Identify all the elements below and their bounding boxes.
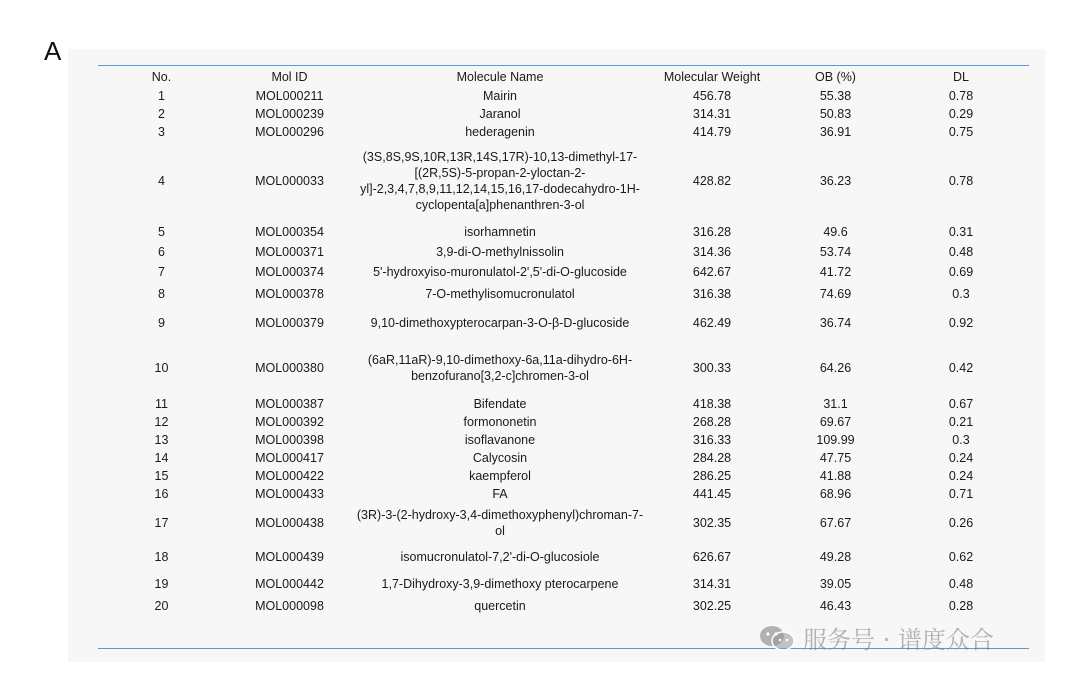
column-header: Molecular Weight: [663, 70, 761, 84]
table-top-rule: [98, 65, 1029, 66]
dl-value: 0.3: [952, 433, 970, 447]
column-header: No.: [151, 70, 172, 84]
mol-id: MOL000098: [255, 599, 324, 613]
molecule-name: (3S,8S,9S,10R,13R,14S,17R)-10,13-dimethyl-17-[(2R,5S)-5-propan-2-yloctan-2-yl]-2,3,4,7,8,9,11,12,14,15,16,17-dodecahydro-1H-cyclopenta[a]phenanthren-3-ol: [360, 150, 640, 212]
molecular-weight: 462.49: [692, 316, 732, 330]
mol-id: MOL000439: [255, 550, 324, 564]
table-row: [98, 221, 1029, 243]
ob-value: 47.75: [819, 451, 852, 465]
table-row: [98, 449, 1029, 467]
table-row: [98, 105, 1029, 123]
dl-value: 0.29: [948, 107, 974, 121]
row-number: 6: [158, 245, 165, 259]
table-row: [98, 571, 1029, 597]
molecular-weight: 302.35: [692, 516, 732, 530]
row-number: 3: [158, 125, 165, 139]
dl-value: 0.48: [948, 577, 974, 591]
molecule-name: Jaranol: [479, 107, 521, 121]
molecular-weight: 626.67: [692, 550, 732, 564]
watermark: [757, 620, 994, 655]
molecular-weight: 302.25: [692, 599, 732, 613]
ob-value: 69.67: [819, 415, 852, 429]
table-header-row: [98, 67, 1029, 87]
ob-value: 46.43: [819, 599, 852, 613]
row-number: 8: [158, 287, 165, 301]
row-number: 17: [154, 516, 169, 530]
molecule-name: (6aR,11aR)-9,10-dimethoxy-6a,11a-dihydro-6H-benzofurano[3,2-c]chromen-3-ol: [367, 353, 633, 383]
column-header: DL: [953, 70, 969, 84]
ob-value: 49.6: [823, 225, 848, 239]
molecular-weight: 284.28: [692, 451, 732, 465]
ob-value: 74.69: [819, 287, 852, 301]
ob-value: 50.83: [819, 107, 852, 121]
mol-id: MOL000371: [255, 245, 324, 259]
column-header: Mol ID: [271, 70, 308, 84]
row-number: 20: [154, 599, 169, 613]
mol-id: MOL000378: [255, 287, 324, 301]
row-number: 2: [158, 107, 165, 121]
dl-value: 0.24: [948, 469, 974, 483]
mol-id: MOL000438: [255, 516, 324, 530]
mol-id: MOL000239: [255, 107, 324, 121]
dl-value: 0.71: [948, 487, 974, 501]
table-row: [98, 141, 1029, 221]
molecular-weight: 268.28: [692, 415, 732, 429]
molecular-weight: 456.78: [692, 89, 732, 103]
mol-id: MOL000379: [255, 316, 324, 330]
dl-value: 0.26: [948, 516, 974, 530]
ob-value: 41.72: [819, 265, 852, 279]
ob-value: 55.38: [819, 89, 852, 103]
dl-value: 0.75: [948, 125, 974, 139]
ob-value: 109.99: [816, 433, 855, 447]
table-body: [98, 87, 1029, 615]
mol-id: MOL000296: [255, 125, 324, 139]
dl-value: 0.48: [948, 245, 974, 259]
molecule-name: quercetin: [474, 599, 526, 613]
table-row: [98, 243, 1029, 261]
mol-id: MOL000433: [255, 487, 324, 501]
molecular-weight: 300.33: [692, 361, 732, 375]
molecular-weight: 316.38: [692, 287, 732, 301]
molecular-weight: 418.38: [692, 397, 732, 411]
mol-id: MOL000392: [255, 415, 324, 429]
dl-value: 0.21: [948, 415, 974, 429]
molecule-name: isoflavanone: [464, 433, 536, 447]
table-row: [98, 597, 1029, 615]
ob-value: 53.74: [819, 245, 852, 259]
molecular-weight: 316.33: [692, 433, 732, 447]
mol-id: MOL000354: [255, 225, 324, 239]
molecular-weight: 314.31: [692, 577, 732, 591]
row-number: 15: [154, 469, 169, 483]
table-row: [98, 305, 1029, 341]
panel-label: A: [44, 36, 62, 66]
molecular-weight: 441.45: [692, 487, 732, 501]
molecule-name: Bifendate: [473, 397, 527, 411]
row-number: 1: [158, 89, 165, 103]
ob-value: 36.74: [819, 316, 852, 330]
molecule-name: (3R)-3-(2-hydroxy-3,4-dimethoxyphenyl)chroman-7-ol: [356, 508, 644, 538]
watermark-text: 服务号 · 谱度众合: [803, 626, 994, 654]
molecule-name: 5'-hydroxyiso-muronulatol-2',5'-di-O-glucoside: [373, 265, 627, 279]
row-number: 10: [154, 361, 169, 375]
row-number: 12: [154, 415, 169, 429]
molecule-name: hederagenin: [465, 125, 535, 139]
molecular-weight: 316.28: [692, 225, 732, 239]
ob-value: 36.23: [819, 174, 852, 188]
column-header: OB (%): [815, 70, 856, 84]
table-row: [98, 467, 1029, 485]
table-row: [98, 87, 1029, 105]
molecule-name: Calycosin: [472, 451, 528, 465]
row-number: 7: [158, 265, 165, 279]
molecule-name: formononetin: [463, 415, 537, 429]
mol-id: MOL000398: [255, 433, 324, 447]
row-number: 14: [154, 451, 169, 465]
mol-id: MOL000442: [255, 577, 324, 591]
molecule-name: 7-O-methylisomucronulatol: [425, 287, 575, 301]
molecule-name: Mairin: [482, 89, 518, 103]
dl-value: 0.3: [952, 287, 970, 301]
table-row: [98, 341, 1029, 395]
ob-value: 49.28: [819, 550, 852, 564]
row-number: 11: [155, 397, 168, 411]
ob-value: 67.67: [819, 516, 852, 530]
ob-value: 68.96: [819, 487, 852, 501]
molecule-name: kaempferol: [469, 469, 531, 483]
mol-id: MOL000033: [255, 174, 324, 188]
molecule-name: 9,10-dimethoxypterocarpan-3-O-β-D-glucoside: [370, 316, 630, 330]
table-row: [98, 261, 1029, 283]
row-number: 5: [158, 225, 165, 239]
mol-id: MOL000417: [255, 451, 324, 465]
table-row: [98, 283, 1029, 305]
dl-value: 0.78: [948, 89, 974, 103]
dl-value: 0.42: [948, 361, 974, 375]
ob-value: 31.1: [823, 397, 848, 411]
table-row: [98, 123, 1029, 141]
wechat-icon: [757, 623, 797, 653]
dl-value: 0.24: [948, 451, 974, 465]
ob-value: 64.26: [819, 361, 852, 375]
mol-id: MOL000422: [255, 469, 324, 483]
table-row: [98, 485, 1029, 503]
table-row: [98, 395, 1029, 413]
molecule-name: isorhamnetin: [464, 225, 536, 239]
dl-value: 0.78: [948, 174, 974, 188]
row-number: 13: [154, 433, 169, 447]
dl-value: 0.92: [948, 316, 974, 330]
row-number: 19: [154, 577, 169, 591]
molecule-name: FA: [492, 487, 508, 501]
molecular-weight: 314.31: [692, 107, 732, 121]
dl-value: 0.28: [948, 599, 974, 613]
molecular-weight: 286.25: [692, 469, 732, 483]
molecule-name: 1,7-Dihydroxy-3,9-dimethoxy pterocarpene: [381, 577, 619, 591]
ob-value: 39.05: [819, 577, 852, 591]
column-header: Molecule Name: [456, 70, 544, 84]
mol-id: MOL000374: [255, 265, 324, 279]
table-row: [98, 543, 1029, 571]
molecular-weight: 414.79: [692, 125, 732, 139]
row-number: 16: [154, 487, 169, 501]
table-row: [98, 431, 1029, 449]
dl-value: 0.69: [948, 265, 974, 279]
ob-value: 41.88: [819, 469, 852, 483]
molecule-name: 3,9-di-O-methylnissolin: [436, 245, 564, 259]
compound-table: [98, 67, 1029, 615]
molecular-weight: 314.36: [692, 245, 732, 259]
molecule-name: isomucronulatol-7,2'-di-O-glucosiole: [400, 550, 600, 564]
mol-id: MOL000211: [255, 89, 324, 103]
ob-value: 36.91: [819, 125, 852, 139]
row-number: 9: [158, 316, 165, 330]
mol-id: MOL000387: [255, 397, 324, 411]
dl-value: 0.67: [948, 397, 974, 411]
mol-id: MOL000380: [255, 361, 324, 375]
table-row: [98, 503, 1029, 543]
molecular-weight: 428.82: [692, 174, 732, 188]
dl-value: 0.31: [948, 225, 974, 239]
dl-value: 0.62: [948, 550, 974, 564]
row-number: 4: [158, 174, 165, 188]
molecular-weight: 642.67: [692, 265, 732, 279]
table-row: [98, 413, 1029, 431]
row-number: 18: [154, 550, 169, 564]
